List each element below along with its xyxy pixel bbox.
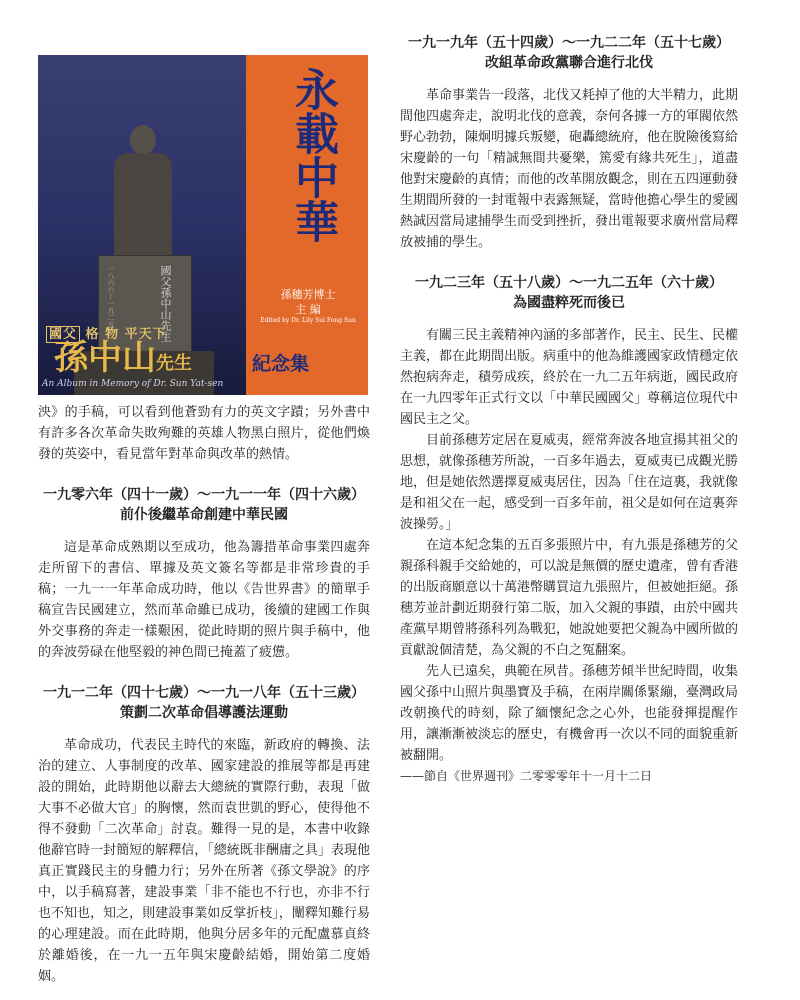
section-heading-years: 一九二三年（五十八歲）～一九二五年（六十歲） <box>415 275 723 291</box>
section-paragraph: 在這本紀念集的五百多張照片中，有九張是孫穗芳的父親孫科親手交給她的，可以說是無價的歷史遺產，曾有香港的出版商願意以十萬港幣購買這九張照片，但被她拒絕。孫穗芳並計劃近期發行第二版，加入父親的事蹟，由於中國共產黨早期曾將孫科列為戰犯，她說她要把父親為中國所做的貢獻說個清楚，為父親的不白之冤翻案。 <box>400 538 739 658</box>
section-paragraph: 有關三民主義精神內涵的多部著作，民主、民生、民權主義，都在此期間出版。病重中的他為維護國家政情穩定依然抱病奔走，積勞成疾，終於在一九二五年病逝，國民政府在一九四零年正式行文以「中華民國國父」尊稱這位現代中國民主之父。 <box>400 328 739 427</box>
section-paragraph: 先人已遠矣，典範在夙昔。孫穗芳傾半世紀時間，收集國父孫中山照片與墨寶及手稿，在兩岸關係緊繃，臺灣政局改朝換代的時刻，除了緬懷紀念之心外，也能發揮提醒作用，讓漸漸被淡忘的歷史，有機會再一次以不同的面貌重新被翻開。 <box>400 664 739 763</box>
intro-paragraph: 泱》的手稿，可以看到他蒼勁有力的英文字蹟；另外書中有許多各次革命失敗殉難的英雄人物黑白照片，從他們煥發的英姿中，看見當年對革命與改革的熱情。 <box>38 405 370 462</box>
section-paragraph: 這是革命成熟期以至成功，他為籌措革命事業四處奔走所留下的書信、單據及英文簽名等都是非常珍貴的手稿；一九一一年革命成功時，他以《告世界書》的簡單手稿宣告民國建立，然而革命雖已成功，後續的建國工作與外交事務的奔走一樣艱困，從此時期的照片與手稿中，他的奔波勞碌在他堅毅的神色間已掩蓋了疲憊。 <box>38 540 370 660</box>
section-heading-title: 為國盡粹死而後已 <box>513 295 625 311</box>
banner-text: 格 物 平天下 <box>85 327 167 342</box>
cover-jinian: 紀念集 <box>252 353 310 375</box>
cover-editor <box>256 287 360 325</box>
section-heading-title: 改組革命政黨聯合進行北伐 <box>485 55 653 71</box>
cover-title-vertical: 永載中華 <box>287 67 338 243</box>
section-paragraph: 革命成功，代表民主時代的來臨，新政府的轉換、法治的建立、人事制度的改革、國家建設的推展等都是再建設的開始，此時期他以辭去大總統的實際行動，表現「做大事不必做大官」的胸懷，然而袁世凱的野心，使得他不得不發動「二次革命」討袁。難得一見的是，本書中收錄他辭官時一封簡短的解釋信，「總統既非酬庸之具」表現他真正實踐民主的身體力行；另外在所著《孫文學說》的序中，以手稿寫著，建設事業「非不能也不行也，亦非不行也不知也，知之，則建設事業如反掌折枝」，闡釋知難行易的心理建設。而在此時期，他與分居多年的元配盧慕貞終於離婚後，在一九一五年與宋慶齡結婚，開始第二度婚姻。 <box>38 738 370 984</box>
book-cover-image <box>38 55 368 395</box>
section-heading-title: 前仆後繼革命創建中華民國 <box>120 507 288 523</box>
section-heading-years: 一九零六年（四十一歲）～一九一一年（四十六歲） <box>43 487 365 503</box>
statue-body <box>114 153 172 263</box>
section-heading-title: 策劃二次革命倡導護法運動 <box>120 705 288 721</box>
cover-name-suffix: 先生 <box>156 353 192 374</box>
editor-name: 孫穗芳博士 <box>280 288 336 301</box>
editor-english: Edited by Dr. Lily Sui Fong Sun <box>260 317 356 324</box>
cover-english-subtitle: An Album in Memory of Dr. Sun Yat-sen <box>42 379 224 389</box>
guofu-label: 國父 <box>46 326 80 343</box>
section-heading-years: 一九一九年（五十四歲）～一九二二年（五十七歲） <box>408 35 730 51</box>
cover-name-main: 孫中山 <box>54 338 156 378</box>
section-paragraph: 革命事業告一段落，北伐又耗掉了他的大半精力，此期間他四處奔走，說明北伐的意義，奈何各據一方的軍閥依然野心勃勃，陳炯明據兵叛變，砲轟總統府，他在脫險後寫給宋慶齡的一句「精誠無間共憂樂，篤愛有緣共死生」，道盡他對宋慶齡的真情；而他的改革開放觀念，則在五四運動發生期間所發的一封電報中表露無疑，當時他擔心學生的愛國熱誠因當局逮捕學生而受到挫折，發出電報要求廣州當局釋放被捕的學生。 <box>400 88 739 250</box>
left-column <box>38 402 370 987</box>
source-citation: ——節自《世界週刊》二零零零年十一月十二日 <box>400 769 653 783</box>
pedestal-inscription: 國父孫中山先生 <box>159 265 172 342</box>
editor-role: 主 編 <box>295 303 321 316</box>
pedestal-dates: 一八六六—一九二五 <box>107 265 115 328</box>
section-heading-years: 一九一二年（四十七歲）～一九一八年（五十三歲） <box>43 685 365 701</box>
right-column <box>400 33 738 786</box>
statue-head <box>130 125 156 155</box>
cover-name <box>54 338 192 384</box>
section-paragraph: 目前孫穗芳定居在夏威夷，經常奔波各地宣揚其祖父的思想，就像孫穗芳所說，一百多年過去，夏威夷已成觀光勝地，但是她依然選擇夏威夷居住，因為「住在這裏，我就像是和祖父在一起，感受到一百多年前，祖父是如何在這裏奔波操勞。」 <box>400 433 739 532</box>
